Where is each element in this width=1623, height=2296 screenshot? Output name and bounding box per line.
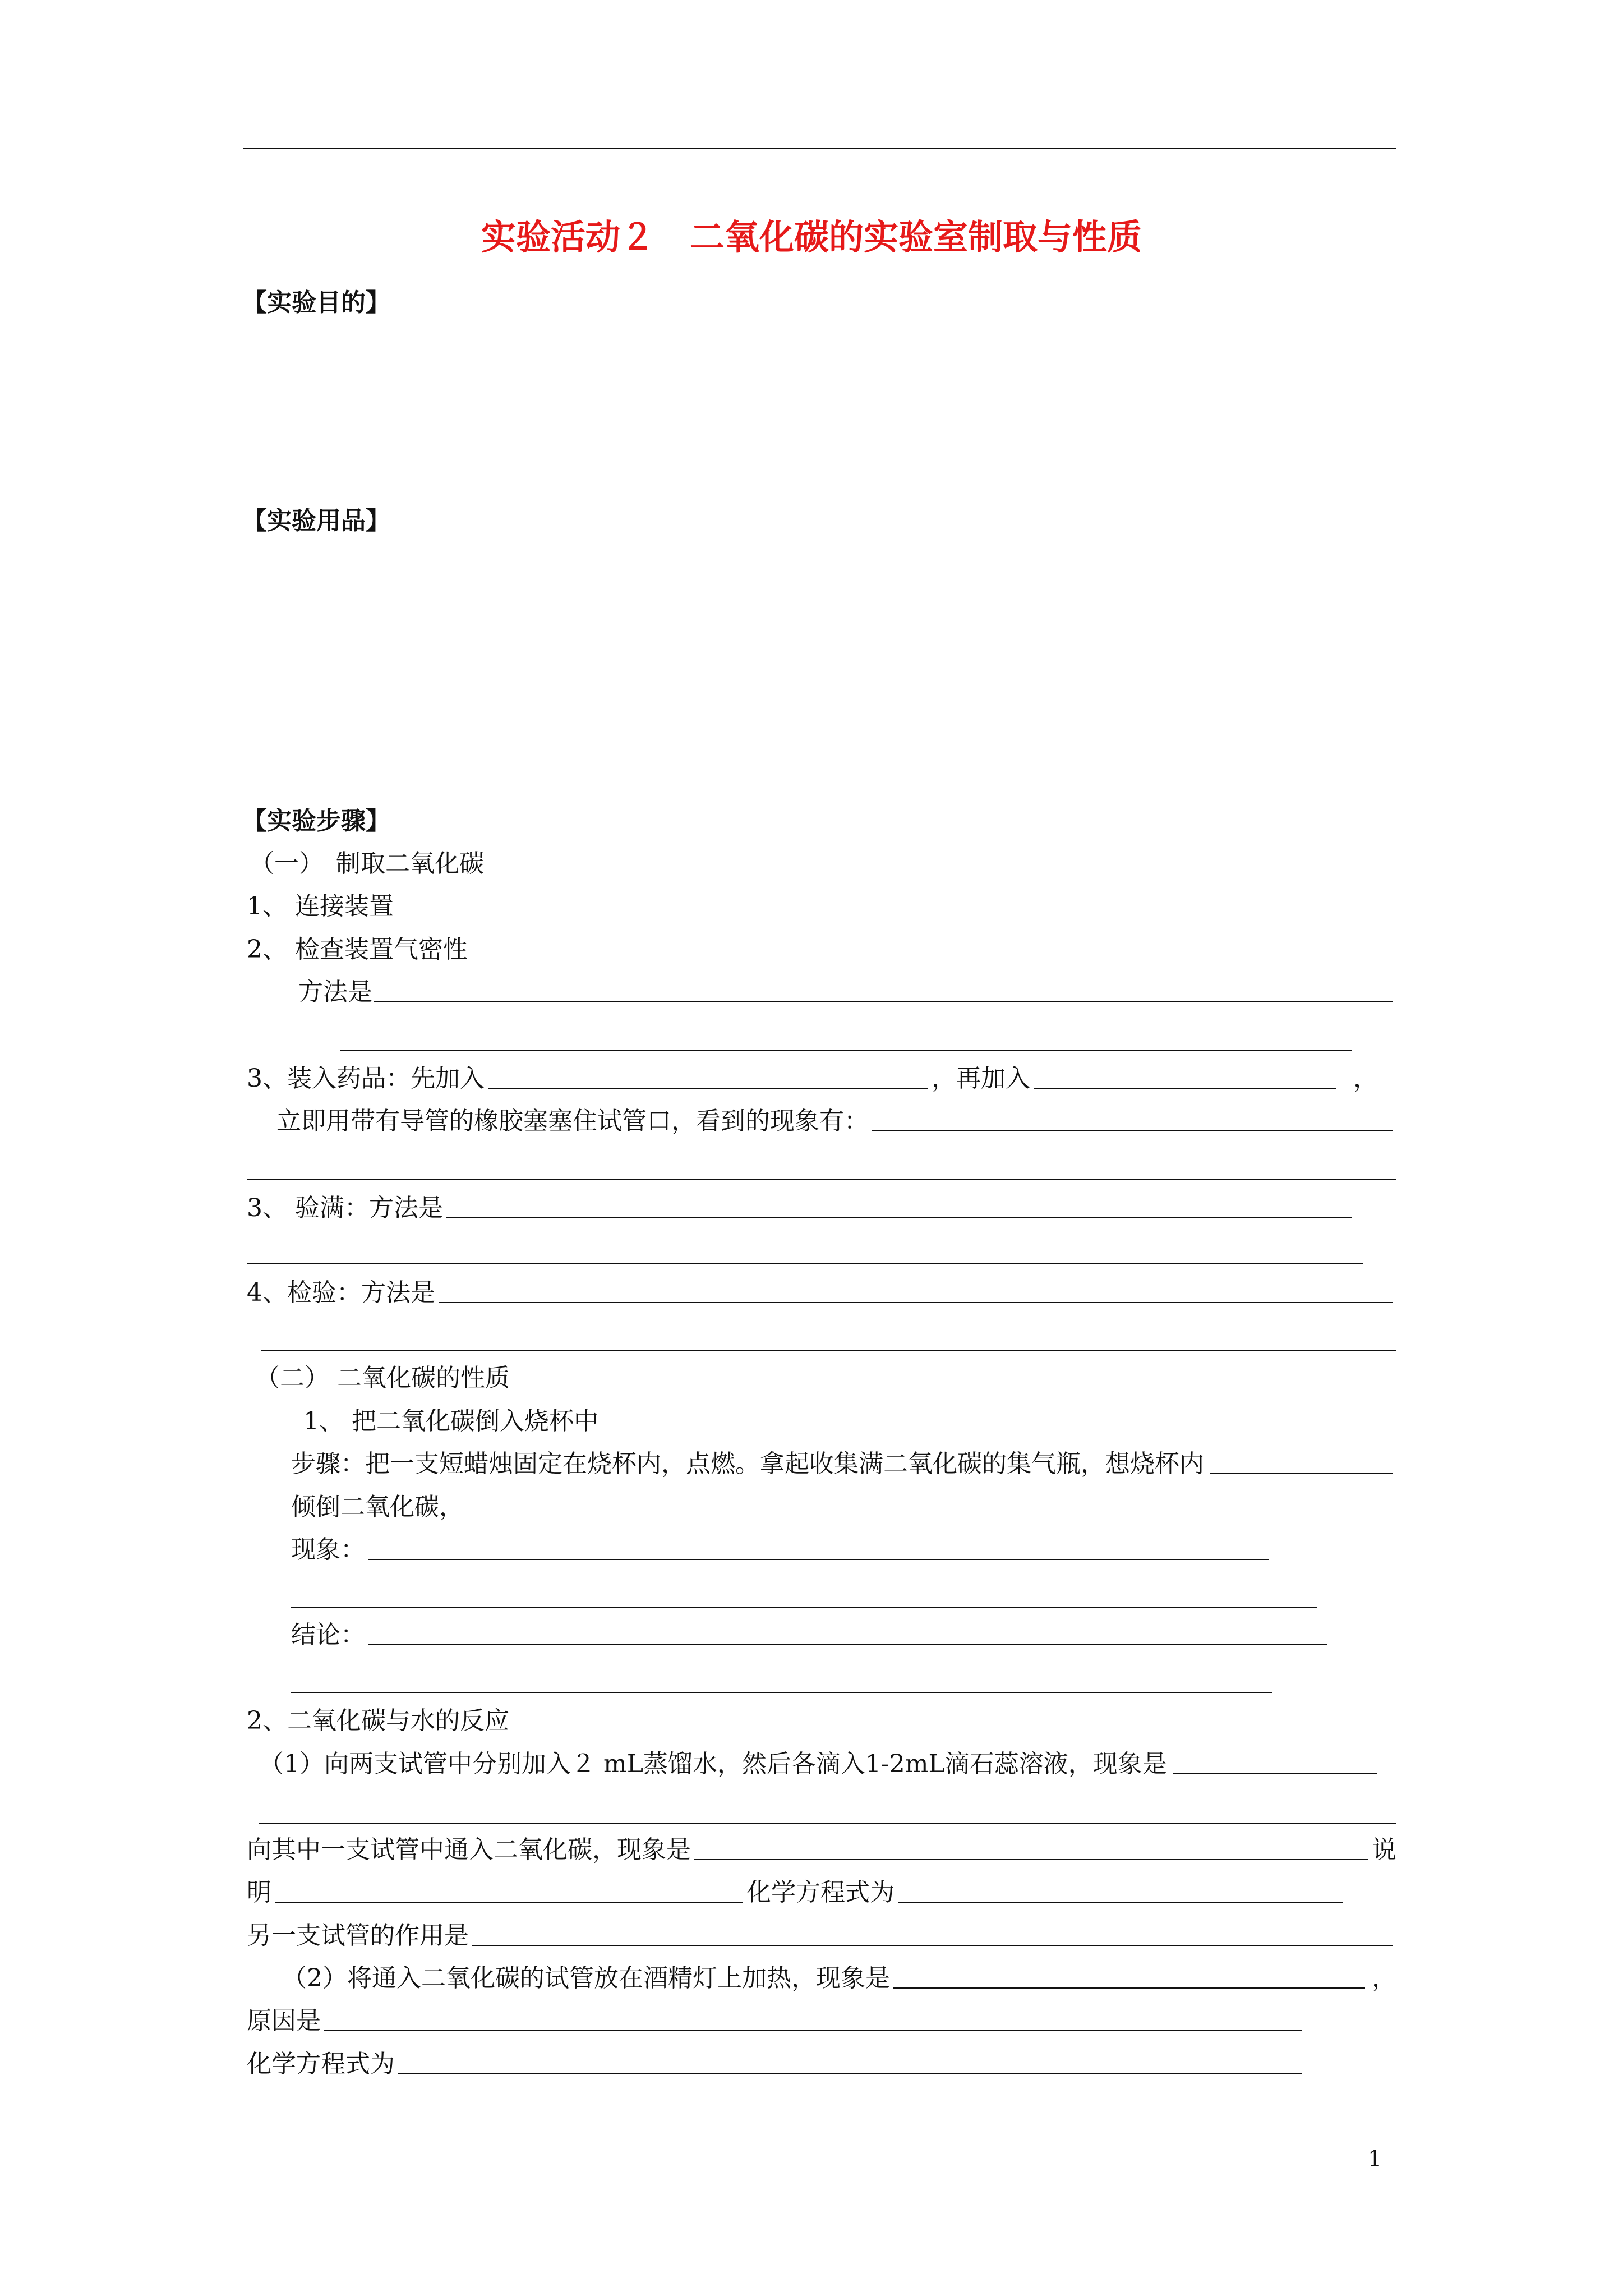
answer-blank[interactable] xyxy=(275,1902,743,1903)
item2-reason-label: 原因是 xyxy=(247,2007,321,2035)
phenomenon-label: 立即用带有导管的橡胶塞塞住试管口，看到的现象有： xyxy=(276,1107,869,1135)
answer-blank[interactable] xyxy=(872,1130,1393,1131)
item2-other-label: 另一支试管的作用是 xyxy=(247,1921,469,1950)
answer-blank[interactable] xyxy=(374,1001,1393,1002)
item2-2-row xyxy=(282,1963,1396,1994)
step-connect: 1、 连接装置 xyxy=(247,892,394,921)
answer-blank[interactable] xyxy=(1210,1473,1393,1474)
answer-blank-line[interactable] xyxy=(291,1607,1317,1608)
reagents-label: 3、装入药品：先加入 xyxy=(247,1064,485,1093)
section-purpose: 【实验目的】 xyxy=(242,288,390,317)
answer-blank[interactable] xyxy=(368,1559,1269,1560)
phenomenon-row xyxy=(276,1106,1396,1137)
page-title: 实验活动２ 二氧化碳的实验室制取与性质 xyxy=(481,217,1142,257)
item2-say-end: 说 xyxy=(1372,1835,1396,1864)
item1-heading: 1、 把二氧化碳倒入烧杯中 xyxy=(303,1407,598,1435)
answer-blank[interactable] xyxy=(1034,1088,1336,1089)
item2-1-text: （1）向两支试管中分别加入２ mL蒸馏水，然后各滴入1-2mL滴石蕊溶液，现象是 xyxy=(259,1750,1167,1778)
item2-explain-row xyxy=(247,1877,1346,1908)
item1-step-text: 步骤：把一支短蜡烛固定在烧杯内，点燃。拿起收集满二氧化碳的集气瓶，想烧杯内 xyxy=(291,1450,1204,1478)
answer-blank[interactable] xyxy=(488,1088,928,1089)
item2-other-row xyxy=(247,1920,1396,1952)
item2-1-row xyxy=(259,1749,1381,1780)
answer-blank[interactable] xyxy=(446,1217,1352,1218)
item2-2-text: （2）将通入二氧化碳的试管放在酒精灯上加热，现象是 xyxy=(282,1964,890,1993)
answer-blank[interactable] xyxy=(694,1859,1368,1860)
answer-blank[interactable] xyxy=(1173,1773,1377,1774)
item1-phenomenon-label: 现象： xyxy=(291,1535,365,1564)
reagents-row xyxy=(247,1063,1419,1094)
check-full-label: 3、 验满：方法是 xyxy=(247,1194,443,1222)
item1-conclusion-row xyxy=(291,1619,1331,1651)
item1-step-row xyxy=(291,1448,1396,1480)
header-rule xyxy=(243,148,1396,149)
airtight-method-label: 方法是 xyxy=(298,978,372,1006)
item1-phenomenon-row xyxy=(291,1534,1272,1566)
check-full-row xyxy=(247,1193,1355,1224)
answer-blank[interactable] xyxy=(368,1644,1327,1645)
item2-equation2-label: 化学方程式为 xyxy=(247,2050,395,2078)
item2-2-end: ， xyxy=(1372,1964,1396,1993)
airtight-method-row xyxy=(298,977,1396,1008)
test-row xyxy=(247,1277,1396,1309)
item2-explain-label: 明 xyxy=(247,1878,271,1907)
step-airtight: 2、 检查装置气密性 xyxy=(247,935,468,964)
item2-equation-row xyxy=(247,2049,1306,2080)
answer-blank[interactable] xyxy=(439,1302,1393,1303)
answer-blank-line[interactable] xyxy=(259,1823,1396,1824)
reagents-end: ， xyxy=(1353,1064,1378,1093)
answer-blank-line[interactable] xyxy=(247,1179,1396,1180)
answer-blank-line[interactable] xyxy=(340,1050,1352,1051)
answer-blank-line[interactable] xyxy=(291,1692,1272,1693)
answer-blank[interactable] xyxy=(472,1945,1393,1946)
answer-blank[interactable] xyxy=(324,2030,1302,2031)
item2-pass-label: 向其中一支试管中通入二氧化碳，现象是 xyxy=(247,1835,691,1864)
item2-reason-row xyxy=(247,2005,1306,2037)
section-steps: 【实验步骤】 xyxy=(242,807,390,835)
test-label: 4、检验：方法是 xyxy=(247,1278,435,1307)
answer-blank[interactable] xyxy=(398,2073,1302,2074)
page-number: 1 xyxy=(1368,2146,1382,2172)
item1-conclusion-label: 结论： xyxy=(291,1621,365,1649)
answer-blank[interactable] xyxy=(898,1902,1343,1903)
part1-heading: （一） 制取二氧化碳 xyxy=(250,849,484,878)
answer-blank[interactable] xyxy=(893,1987,1365,1989)
reagents-mid: ，再加入 xyxy=(932,1064,1030,1093)
item2-heading: 2、二氧化碳与水的反应 xyxy=(247,1706,509,1735)
part2-heading: （二） 二氧化碳的性质 xyxy=(255,1364,510,1392)
answer-blank-line[interactable] xyxy=(247,1263,1363,1264)
section-materials: 【实验用品】 xyxy=(242,507,390,535)
item2-pass-row xyxy=(247,1834,1396,1866)
item1-step-cont: 倾倒二氧化碳， xyxy=(291,1493,464,1521)
answer-blank-line[interactable] xyxy=(261,1350,1396,1351)
item2-equation-label: 化学方程式为 xyxy=(746,1878,895,1907)
